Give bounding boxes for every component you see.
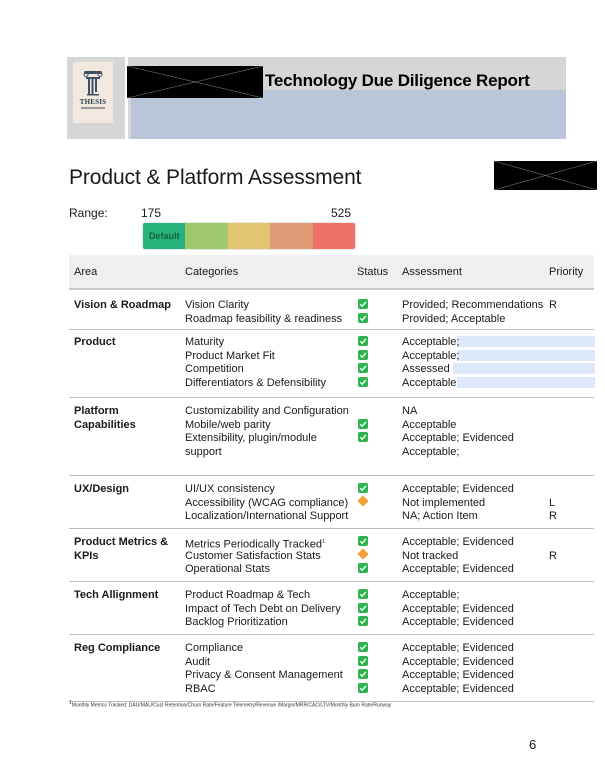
range-segment (313, 223, 355, 249)
header-area: Area (74, 266, 98, 278)
category-label (185, 298, 249, 312)
category-text: Privacy & Consent Management (185, 669, 343, 682)
category-label (185, 549, 321, 563)
category-label (185, 312, 342, 326)
priority-text: R (549, 510, 557, 523)
check-icon (358, 616, 368, 626)
range-segment (270, 223, 312, 249)
category-text: Extensibility, plugin/module (185, 432, 317, 445)
pillar-icon (83, 70, 103, 96)
report-title: Technology Due Diligence Report (265, 71, 530, 90)
priority-text: R (549, 549, 557, 562)
check-icon (358, 299, 368, 309)
assessment-text: Acceptable; (402, 349, 460, 362)
check-icon (358, 313, 368, 323)
report-header-banner (67, 57, 566, 139)
table-row-group (69, 398, 594, 476)
category-label (185, 668, 343, 682)
category-label (185, 349, 275, 363)
category-text: Metrics Periodically Tracked (185, 538, 322, 551)
table-row-group (69, 330, 594, 398)
area-label: UX/Design (74, 483, 130, 495)
highlighted-redaction (457, 377, 595, 388)
category-label (185, 509, 348, 523)
category-text: Mobile/web parity (185, 418, 271, 431)
category-label (185, 335, 224, 349)
assessment-text: Acceptable; Evidenced (402, 655, 514, 668)
assessment-text: Not tracked (402, 549, 459, 562)
category-text: Roadmap feasibility & readiness (185, 312, 343, 325)
category-text: Operational Stats (185, 563, 270, 576)
category-text: Competition (185, 363, 244, 376)
check-icon (358, 683, 368, 693)
assessment-text: Acceptable; Evidenced (402, 536, 514, 548)
header-assessment: Assessment (402, 266, 462, 278)
area-label: Product Metrics & KPIs (74, 536, 169, 562)
category-label (185, 535, 325, 549)
page-title: Product & Platform Assessment (69, 166, 362, 189)
category-text: Audit (185, 655, 211, 668)
category-text: Product Market Fit (185, 349, 275, 362)
category-text: Compliance (185, 642, 244, 654)
check-icon (358, 642, 368, 652)
footnote-ref: 1 (321, 539, 325, 545)
category-text: Product Roadmap & Tech (185, 589, 311, 601)
assessment-text: Acceptable; (402, 589, 460, 601)
assessment-text: Acceptable; Evidenced (402, 483, 514, 495)
category-label (185, 641, 243, 655)
assessment-table (69, 255, 594, 702)
area-label: Platform Capabilities (74, 405, 136, 431)
range-label: Range: (69, 206, 108, 220)
assessment-text: Acceptable; Evidenced (402, 642, 514, 654)
logo-wordmark: THESIS (79, 98, 107, 106)
category-text: RBAC (185, 683, 216, 696)
assessment-text: Assessed (402, 363, 450, 376)
category-text: Customer Satisfaction Stats (185, 549, 321, 562)
check-icon (358, 377, 368, 387)
category-label (185, 615, 288, 629)
assessment-text: Acceptable (402, 377, 457, 390)
check-icon (358, 536, 368, 546)
company-logo (73, 62, 113, 123)
area-label: Vision & Roadmap (74, 299, 171, 311)
area-label: Reg Compliance (74, 642, 161, 654)
header-categories: Categories (185, 266, 239, 278)
category-label (185, 418, 271, 432)
warning-diamond-icon (357, 495, 368, 506)
check-icon (358, 563, 368, 573)
assessment-text: Acceptable; Evidenced (402, 602, 514, 615)
category-label (185, 562, 270, 576)
footnote-marker: 1 (69, 700, 72, 706)
check-icon (358, 363, 368, 373)
table-row-group (69, 635, 594, 702)
check-icon (358, 432, 368, 442)
range-scale-bar (143, 223, 355, 249)
table-row-group (69, 290, 594, 330)
category-label (185, 655, 210, 669)
check-icon (358, 589, 368, 599)
category-text: Backlog Prioritization (185, 616, 288, 629)
assessment-text: Provided; Recommendations (402, 299, 544, 311)
assessment-text: Acceptable; (402, 446, 460, 459)
category-text: UI/UX consistency (185, 483, 275, 495)
assessment-text: Acceptable; Evidenced (402, 563, 514, 576)
check-icon (358, 483, 368, 493)
category-label (185, 445, 222, 459)
warning-diamond-icon (357, 548, 368, 559)
area-label: Tech Allignment (74, 589, 159, 601)
header-priority: Priority (549, 266, 584, 278)
highlighted-redaction (453, 363, 595, 374)
category-text: Maturity (185, 336, 225, 348)
category-label (185, 496, 348, 510)
range-segment (185, 223, 227, 249)
category-label (185, 376, 326, 390)
logo-tagline (81, 107, 105, 109)
assessment-text: Acceptable; Evidenced (402, 669, 514, 682)
category-text: Accessibility (WCAG compliance) (185, 496, 349, 509)
header-status: Status (357, 266, 389, 278)
highlighted-redaction (457, 336, 595, 347)
page-number: 6 (529, 737, 537, 752)
area-label: Product (74, 336, 116, 348)
table-row-group (69, 582, 594, 635)
category-text: Vision Clarity (185, 299, 249, 311)
category-label (185, 482, 275, 496)
assessment-text: Acceptable; Evidenced (402, 432, 514, 445)
check-icon (358, 669, 368, 679)
category-text: Localization/International Support (185, 510, 349, 523)
category-text: Customizability and Configuration (185, 405, 349, 417)
assessment-text: NA (402, 405, 418, 417)
category-label (185, 362, 244, 376)
assessment-text: Acceptable; (402, 336, 460, 348)
range-max: 525 (331, 206, 352, 220)
redacted-image (127, 66, 263, 98)
category-label (185, 431, 317, 445)
range-min: 175 (141, 206, 162, 220)
check-icon (358, 656, 368, 666)
assessment-text: Acceptable (402, 418, 457, 431)
footnote (69, 700, 391, 709)
category-text: Impact of Tech Debt on Delivery (185, 602, 341, 615)
category-label (185, 404, 349, 418)
category-text: support (185, 446, 222, 459)
range-segment (228, 223, 270, 249)
assessment-text: Acceptable; Evidenced (402, 683, 514, 696)
check-icon (358, 603, 368, 613)
table-header (69, 255, 594, 290)
highlighted-redaction (457, 350, 595, 361)
table-row-group (69, 529, 594, 582)
category-label (185, 602, 341, 616)
check-icon (358, 419, 368, 429)
priority-text: L (549, 496, 556, 509)
check-icon (358, 350, 368, 360)
assessment-text: Not implemented (402, 496, 486, 509)
footnote-text: Monthly Metrics Tracked: DAU/MAU/Cust Retention/Churn Rate/Feature Telemetry/Revenue /Margin/MRR/CAC/LTV/Monthly Burn Rate/Runway (71, 702, 392, 709)
priority-text: R (549, 299, 557, 311)
table-row-group (69, 476, 594, 529)
category-label (185, 588, 310, 602)
assessment-text: Provided; Acceptable (402, 312, 506, 325)
range-segment: Default (143, 223, 185, 249)
category-text: Differentiators & Defensibility (185, 377, 327, 390)
table-body (69, 290, 594, 702)
category-label (185, 682, 216, 696)
assessment-text: NA; Action Item (402, 510, 478, 523)
assessment-text: Acceptable; Evidenced (402, 616, 514, 629)
redacted-image (494, 161, 597, 190)
check-icon (358, 336, 368, 346)
